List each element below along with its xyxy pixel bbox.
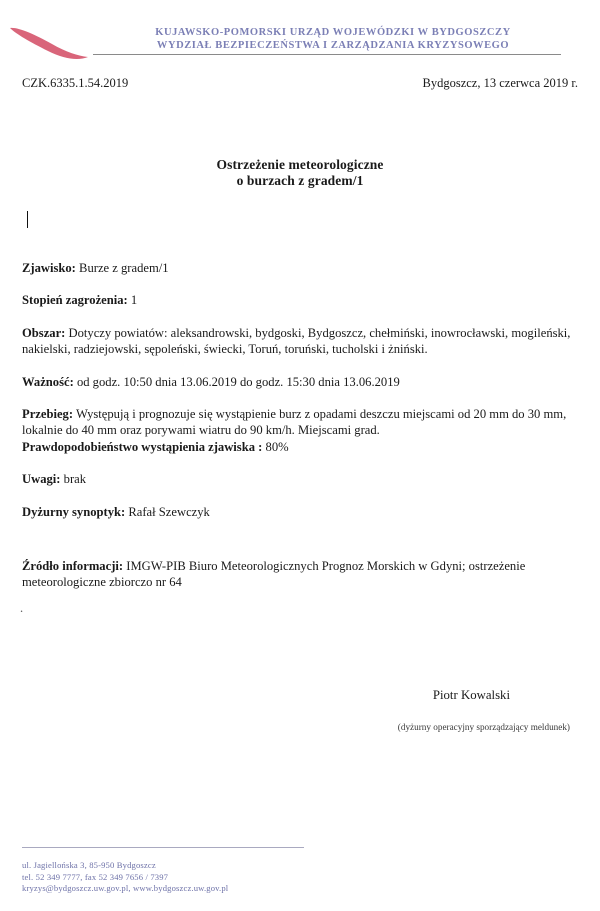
organization-name <box>100 27 566 52</box>
header-divider <box>93 54 561 55</box>
signature-name-row <box>0 688 578 703</box>
area-value: Dotyczy powiatów: aleksandrowski, bydgoski, Bydgoszcz, chełmiński, inowrocławski, mogileński, nakielski, radziejowski, sępoleński, świecki, Toruń, toruński, tucholski i żniński. <box>22 325 571 357</box>
body-spacer <box>22 536 578 558</box>
footer-divider <box>22 847 304 848</box>
field-validity <box>22 374 578 390</box>
remarks-value: brak <box>63 472 87 487</box>
organization-line-1: KUJAWSKO-POMORSKI URZĄD WOJEWÓDZKI W BYDGOSZCZY <box>155 27 511 38</box>
swoosh-logo-icon <box>8 26 96 64</box>
footer-address: ul. Jagiellońska 3, 85-950 Bydgoszcz <box>22 860 156 870</box>
source-label: Źródło informacji: <box>22 559 124 574</box>
field-probability <box>22 439 578 455</box>
probability-value: 80% <box>265 439 289 454</box>
validity-value: od godz. 10:50 dnia 13.06.2019 do godz. 15:30 dnia 13.06.2019 <box>76 374 400 389</box>
forecaster-value: Rafał Szewczyk <box>128 504 210 519</box>
remarks-label: Uwagi: <box>22 472 61 487</box>
phenomenon-value: Burze z gradem/1 <box>79 261 169 275</box>
source-value: IMGW-PIB Biuro Meteorologicznych Prognoz Morskich w Gdyni; ostrzeżenie meteorologiczne zbiorczo nr 64 <box>22 559 526 590</box>
letterhead <box>0 24 600 68</box>
probability-label: Prawdopodobieństwo wystąpienia zjawiska : <box>22 439 263 454</box>
organization-line-2: WYDZIAŁ BEZPIECZEŃSTWA I ZARZĄDZANIA KRYZYSOWEGO <box>156 39 510 51</box>
field-forecaster <box>22 504 578 520</box>
page-title <box>0 157 600 189</box>
stray-period-mark: . <box>20 601 24 615</box>
place-and-date: Bydgoszcz, 13 czerwca 2019 r. <box>422 76 578 90</box>
footer-phone: tel. 52 349 7777, fax 52 349 7656 / 7397 <box>22 871 169 882</box>
field-area <box>22 325 578 358</box>
signature-role: (dyżurny operacyjny sporządzający meldunek) <box>397 722 570 732</box>
validity-label: Ważność: <box>22 374 74 389</box>
case-number: CZK.6335.1.54.2019 <box>22 76 129 90</box>
severity-label: Stopień zagrożenia: <box>22 293 128 308</box>
field-phenomenon <box>22 260 578 276</box>
signature-name: Piotr Kowalski <box>432 688 510 702</box>
footer-contact <box>22 860 442 895</box>
text-caret <box>27 211 28 228</box>
phenomenon-label: Zjawisko: <box>22 261 76 275</box>
field-source <box>22 558 578 591</box>
field-remarks <box>22 471 578 487</box>
field-course <box>22 406 578 439</box>
document-body <box>22 260 578 607</box>
course-value: Występują i prognozuje się wystąpienie burz z opadami deszczu miejscami od 20 mm do 30 mm, lokalnie do 40 mm oraz porywami wiatru do 90 km/h. Miejscami grad. <box>22 407 567 438</box>
area-label: Obszar: <box>22 325 66 340</box>
course-label: Przebieg: <box>22 407 74 422</box>
signature-role-row <box>0 722 578 732</box>
footer-email-website[interactable]: kryzys@bydgoszcz.uw.gov.pl, www.bydgoszcz.uw.gov.pl <box>22 883 229 894</box>
forecaster-label: Dyżurny synoptyk: <box>22 504 126 519</box>
severity-value: 1 <box>130 293 138 308</box>
title-line-2: o burzach z gradem/1 <box>236 173 364 188</box>
reference-row <box>0 76 600 94</box>
title-line-1: Ostrzeżenie meteorologiczne <box>216 157 384 172</box>
field-severity <box>22 292 578 308</box>
